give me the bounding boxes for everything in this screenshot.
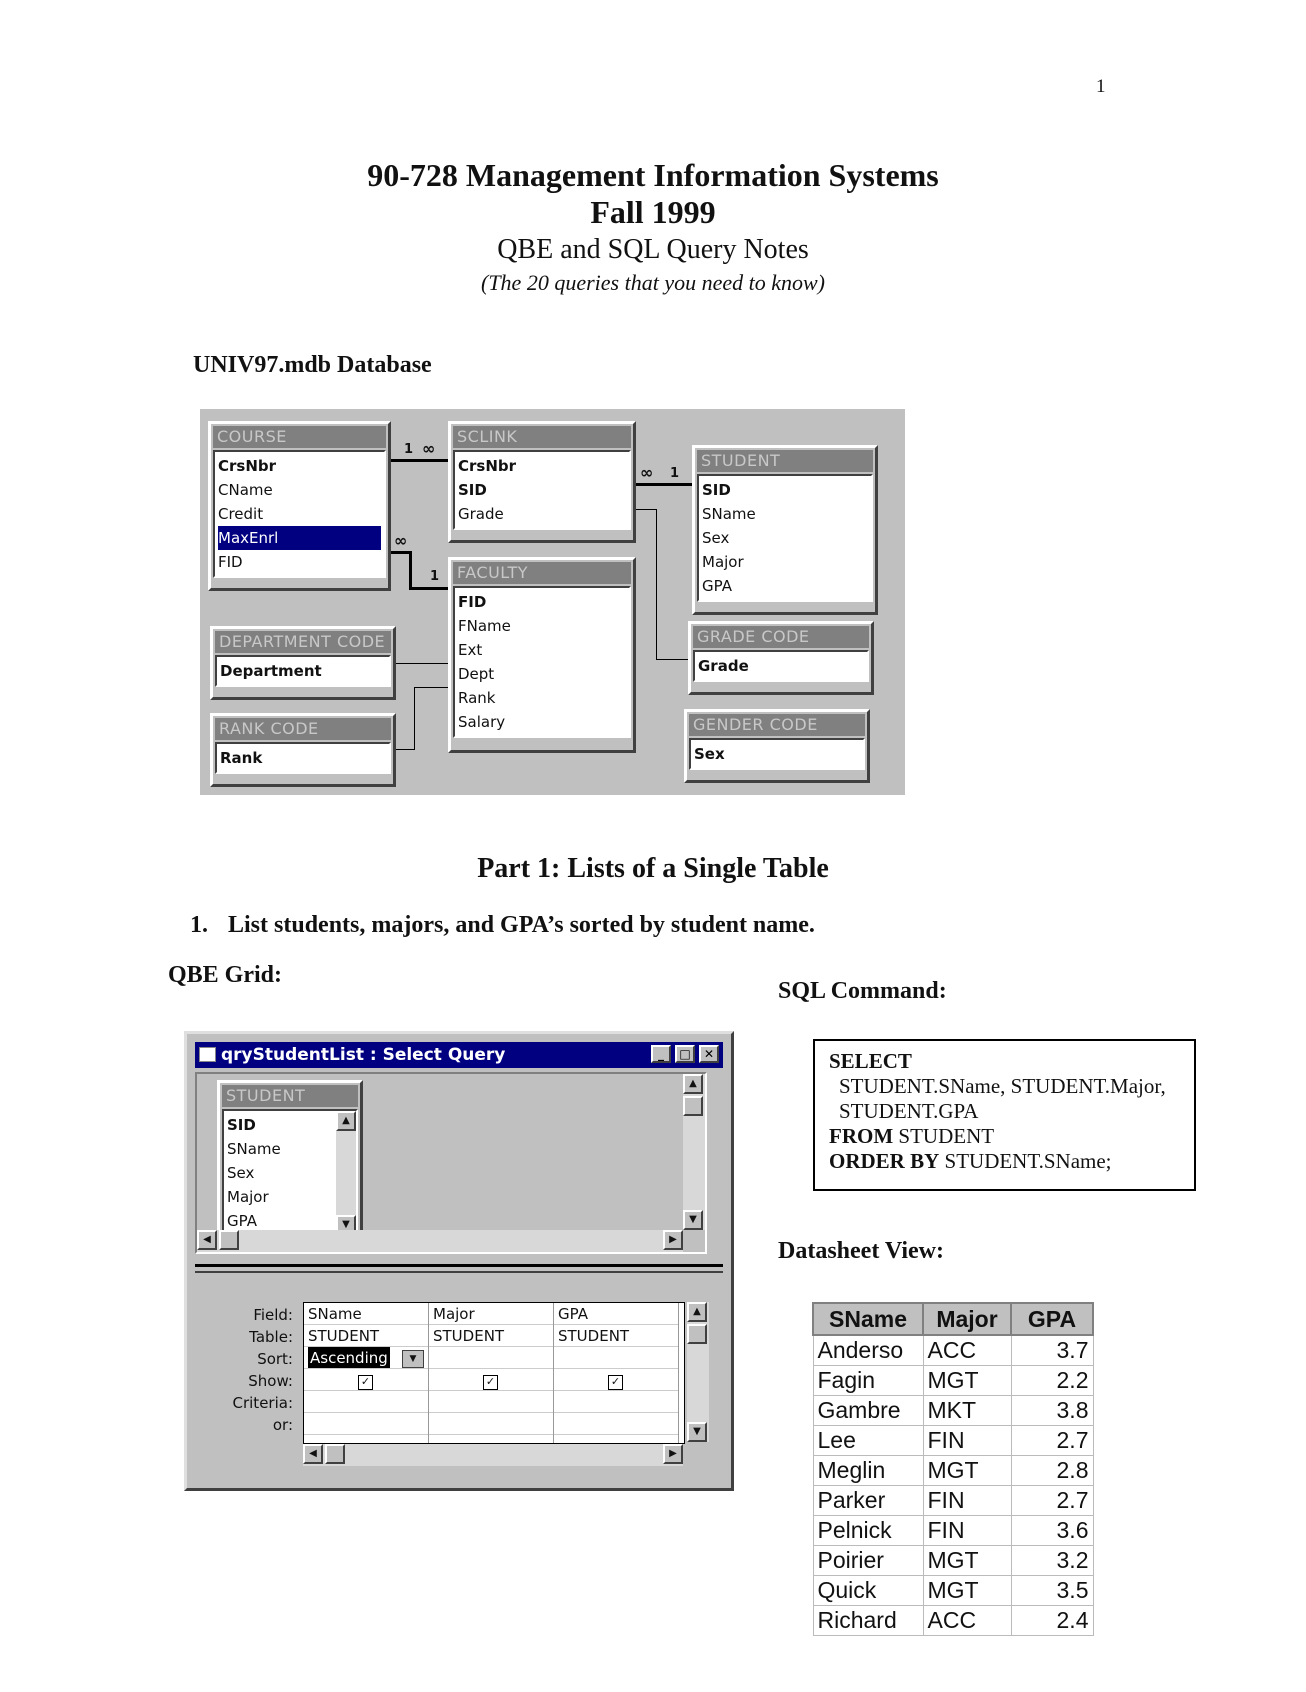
field: Sex [702, 529, 730, 547]
relationship-line [396, 663, 448, 664]
field-cell[interactable]: Major [429, 1303, 553, 1325]
relationships-diagram [200, 409, 905, 795]
relationship-line [636, 483, 692, 486]
sql-from-value: STUDENT [898, 1124, 995, 1148]
field: Grade [458, 505, 504, 523]
cell[interactable]: MKT [923, 1396, 1011, 1426]
sql-select-line: STUDENT.SName, STUDENT.Major, [839, 1074, 1166, 1098]
cell[interactable]: 2.7 [1011, 1426, 1093, 1456]
pane-divider [195, 1271, 723, 1273]
table-row[interactable] [813, 1396, 1093, 1426]
field[interactable]: Sex [227, 1164, 255, 1182]
cell[interactable]: Richard [813, 1606, 923, 1636]
relationship-line [636, 509, 656, 510]
show-cell[interactable] [429, 1369, 553, 1391]
table-caption: GRADE CODE [693, 626, 869, 648]
table-cell[interactable]: STUDENT [429, 1325, 553, 1347]
cell[interactable]: 2.8 [1011, 1456, 1093, 1486]
field-cell[interactable]: SName [304, 1303, 428, 1325]
question-number: 1. [190, 912, 208, 938]
cell[interactable]: 3.5 [1011, 1576, 1093, 1606]
sql-label: SQL Command: [778, 978, 947, 1004]
relationship-line [656, 659, 688, 660]
cell[interactable]: Fagin [813, 1366, 923, 1396]
field: Department [220, 662, 322, 680]
row-label: Criteria: [232, 1394, 293, 1412]
table-row[interactable] [813, 1366, 1093, 1396]
relationship-line [396, 749, 414, 750]
cell[interactable]: 3.7 [1011, 1335, 1093, 1366]
term-title: Fall 1999 [590, 194, 716, 230]
rank-code-table[interactable] [210, 713, 396, 787]
cell[interactable]: Quick [813, 1576, 923, 1606]
field: Rank [458, 689, 496, 707]
many-label: ∞ [640, 463, 654, 482]
qbe-window[interactable] [184, 1031, 734, 1491]
question-1 [190, 912, 815, 939]
database-heading: UNIV97.mdb Database [193, 352, 432, 378]
field: Credit [218, 505, 264, 523]
grid-column[interactable] [554, 1303, 679, 1443]
row-label: or: [272, 1416, 293, 1434]
relationship-line [391, 551, 409, 554]
scroll-down-icon[interactable]: ▼ [336, 1215, 356, 1235]
cell[interactable]: Poirier [813, 1546, 923, 1576]
cell[interactable]: Pelnick [813, 1516, 923, 1546]
sql-from-keyword: FROM [829, 1124, 894, 1148]
table-row[interactable] [813, 1426, 1093, 1456]
field: Ext [458, 641, 483, 659]
minimize-button[interactable]: _ [651, 1045, 671, 1063]
show-cell[interactable] [554, 1369, 678, 1391]
cell[interactable]: 2.4 [1011, 1606, 1093, 1636]
pane-vertical-scrollbar[interactable] [683, 1074, 705, 1230]
field[interactable]: SID [227, 1116, 256, 1134]
field: SName [702, 505, 756, 523]
gender-code-table[interactable] [684, 709, 870, 783]
field: CName [218, 481, 273, 499]
design-grid[interactable] [303, 1302, 685, 1444]
sort-cell[interactable] [554, 1347, 678, 1369]
cell[interactable]: Meglin [813, 1456, 923, 1486]
pane-splitter[interactable] [195, 1264, 723, 1267]
criteria-cell[interactable] [429, 1391, 553, 1413]
cell[interactable]: 3.2 [1011, 1546, 1093, 1576]
row-label: Sort: [257, 1350, 293, 1368]
many-label: ∞ [422, 439, 436, 458]
cell[interactable]: Lee [813, 1426, 923, 1456]
cell[interactable]: Parker [813, 1486, 923, 1516]
table-row[interactable] [813, 1516, 1093, 1546]
cell[interactable]: 2.2 [1011, 1366, 1093, 1396]
faculty-table[interactable] [448, 557, 636, 753]
relationship-line [414, 687, 448, 688]
table-cell[interactable]: STUDENT [304, 1325, 428, 1347]
sort-value: Ascending [310, 1349, 388, 1367]
sql-select-line: STUDENT.GPA [839, 1099, 979, 1123]
sort-cell[interactable] [304, 1347, 428, 1369]
or-cell[interactable] [304, 1413, 428, 1435]
grid-horizontal-scrollbar[interactable] [303, 1444, 683, 1466]
column-header[interactable]: Major [923, 1303, 1011, 1335]
cell[interactable]: MGT [923, 1456, 1011, 1486]
field: CrsNbr [218, 457, 277, 475]
field: Rank [220, 749, 263, 767]
row-label: Table: [249, 1328, 293, 1346]
table-row[interactable] [813, 1576, 1093, 1606]
one-label: 1 [430, 569, 440, 584]
field: SID [702, 481, 731, 499]
relationship-line [414, 687, 415, 750]
part1-heading: Part 1: Lists of a Single Table [477, 853, 829, 884]
table-row[interactable] [813, 1456, 1093, 1486]
cell[interactable]: MGT [923, 1366, 1011, 1396]
relationship-line [391, 459, 448, 462]
cell[interactable]: FIN [923, 1486, 1011, 1516]
scroll-left-icon[interactable]: ◀ [197, 1230, 217, 1250]
table-caption: FACULTY [453, 562, 631, 584]
field: FName [458, 617, 511, 635]
scroll-right-icon[interactable]: ▶ [663, 1444, 683, 1464]
subtitle-note: (The 20 queries that you need to know) [481, 270, 825, 295]
field: Salary [458, 713, 506, 731]
selected-field: MaxEnrl [218, 526, 381, 550]
scroll-up-icon[interactable]: ▲ [687, 1302, 707, 1322]
table-row[interactable] [813, 1335, 1093, 1366]
window-title: qryStudentList : Select Query [221, 1045, 506, 1065]
scroll-left-icon[interactable]: ◀ [303, 1444, 323, 1464]
query-icon [199, 1047, 216, 1062]
sql-from-line [829, 1124, 1180, 1149]
window-titlebar[interactable] [195, 1042, 723, 1068]
close-button[interactable]: ✕ [699, 1045, 719, 1063]
sort-cell[interactable] [429, 1347, 553, 1369]
table-caption: COURSE [213, 426, 386, 448]
field[interactable]: SName [227, 1140, 281, 1158]
sql-order-keyword: ORDER BY [829, 1149, 940, 1173]
field: GPA [702, 577, 732, 595]
maximize-button[interactable]: □ [675, 1045, 695, 1063]
sql-order-value: STUDENT.SName; [944, 1149, 1112, 1173]
field: Major [702, 553, 744, 571]
cell[interactable]: MGT [923, 1576, 1011, 1606]
sql-select-keyword: SELECT [829, 1049, 912, 1073]
cell[interactable]: Anderso [813, 1335, 923, 1366]
row-label: Field: [253, 1306, 293, 1324]
criteria-cell[interactable] [304, 1391, 428, 1413]
scroll-down-icon[interactable]: ▼ [683, 1210, 703, 1230]
scroll-up-icon[interactable]: ▲ [683, 1074, 703, 1094]
scroll-right-icon[interactable]: ▶ [663, 1230, 683, 1250]
table-row[interactable] [813, 1546, 1093, 1576]
field[interactable]: GPA [227, 1212, 257, 1230]
criteria-cell[interactable] [554, 1391, 678, 1413]
field: Sex [694, 745, 725, 763]
table-caption: STUDENT [222, 1085, 358, 1107]
grid-column[interactable] [429, 1303, 554, 1443]
qbe-label: QBE Grid: [168, 962, 283, 988]
grid-row-labels [203, 1304, 293, 1436]
student-table[interactable] [692, 445, 878, 615]
cell[interactable]: 2.7 [1011, 1486, 1093, 1516]
table-caption: DEPARTMENT CODE [215, 631, 391, 653]
checkbox-icon[interactable]: ✓ [608, 1375, 623, 1390]
one-label: 1 [670, 466, 680, 481]
or-cell[interactable] [554, 1413, 678, 1435]
course-title: 90-728 Management Information Systems [367, 157, 939, 193]
design-grid-pane[interactable] [195, 1290, 723, 1476]
grid-column[interactable] [304, 1303, 429, 1443]
field-list-scrollbar[interactable] [336, 1111, 356, 1235]
subtitle: QBE and SQL Query Notes [497, 234, 809, 265]
column-header[interactable]: SName [813, 1303, 923, 1335]
field: CrsNbr [458, 457, 517, 475]
relationship-line [409, 587, 448, 590]
relationship-line [656, 509, 657, 659]
grid-vertical-scrollbar[interactable] [687, 1302, 709, 1442]
cell[interactable]: Gambre [813, 1396, 923, 1426]
field-cell[interactable]: GPA [554, 1303, 678, 1325]
scroll-thumb[interactable] [219, 1230, 239, 1250]
scroll-thumb[interactable] [683, 1096, 703, 1116]
table-caption: GENDER CODE [689, 714, 865, 736]
pane-horizontal-scrollbar[interactable] [197, 1230, 683, 1252]
table-row[interactable] [813, 1606, 1093, 1636]
sclink-table[interactable] [448, 421, 636, 543]
field: SID [458, 481, 487, 499]
sql-command-box [813, 1039, 1196, 1191]
field: FID [458, 593, 487, 611]
or-cell[interactable] [429, 1413, 553, 1435]
cell[interactable]: MGT [923, 1546, 1011, 1576]
cell[interactable]: ACC [923, 1335, 1011, 1366]
cell[interactable]: FIN [923, 1426, 1011, 1456]
field[interactable]: Major [227, 1188, 269, 1206]
scroll-down-icon[interactable]: ▼ [687, 1422, 707, 1442]
dropdown-arrow-icon[interactable]: ▼ [402, 1350, 424, 1368]
datasheet-label: Datasheet View: [778, 1238, 944, 1264]
table-caption: STUDENT [697, 450, 873, 472]
department-code-table[interactable] [210, 626, 396, 700]
scroll-thumb[interactable] [325, 1444, 345, 1464]
page-number: 1 [1096, 76, 1106, 97]
field: FID [218, 553, 243, 571]
table-cell[interactable]: STUDENT [554, 1325, 678, 1347]
field: Grade [698, 657, 749, 675]
datasheet-table[interactable] [812, 1302, 1094, 1636]
checkbox-icon[interactable]: ✓ [358, 1375, 373, 1390]
many-label: ∞ [394, 531, 408, 550]
field: Dept [458, 665, 495, 683]
cell[interactable]: 3.8 [1011, 1396, 1093, 1426]
scroll-up-icon[interactable]: ▲ [336, 1111, 356, 1131]
table-pane[interactable] [195, 1072, 707, 1254]
show-cell[interactable] [304, 1369, 428, 1391]
column-header[interactable]: GPA [1011, 1303, 1093, 1335]
checkbox-icon[interactable]: ✓ [483, 1375, 498, 1390]
course-table[interactable] [208, 421, 391, 591]
cell[interactable]: ACC [923, 1606, 1011, 1636]
scroll-thumb[interactable] [687, 1324, 707, 1344]
row-label: Show: [248, 1372, 293, 1390]
table-caption: SCLINK [453, 426, 631, 448]
cell[interactable]: FIN [923, 1516, 1011, 1546]
table-caption: RANK CODE [215, 718, 391, 740]
student-field-list[interactable] [217, 1080, 363, 1246]
grade-code-table[interactable] [688, 621, 874, 695]
cell[interactable]: 3.6 [1011, 1516, 1093, 1546]
sql-order-line [829, 1149, 1180, 1174]
relationship-line [409, 551, 412, 589]
one-label: 1 [404, 442, 414, 457]
question-text: List students, majors, and GPA’s sorted by student name. [228, 912, 815, 938]
table-row[interactable] [813, 1486, 1093, 1516]
